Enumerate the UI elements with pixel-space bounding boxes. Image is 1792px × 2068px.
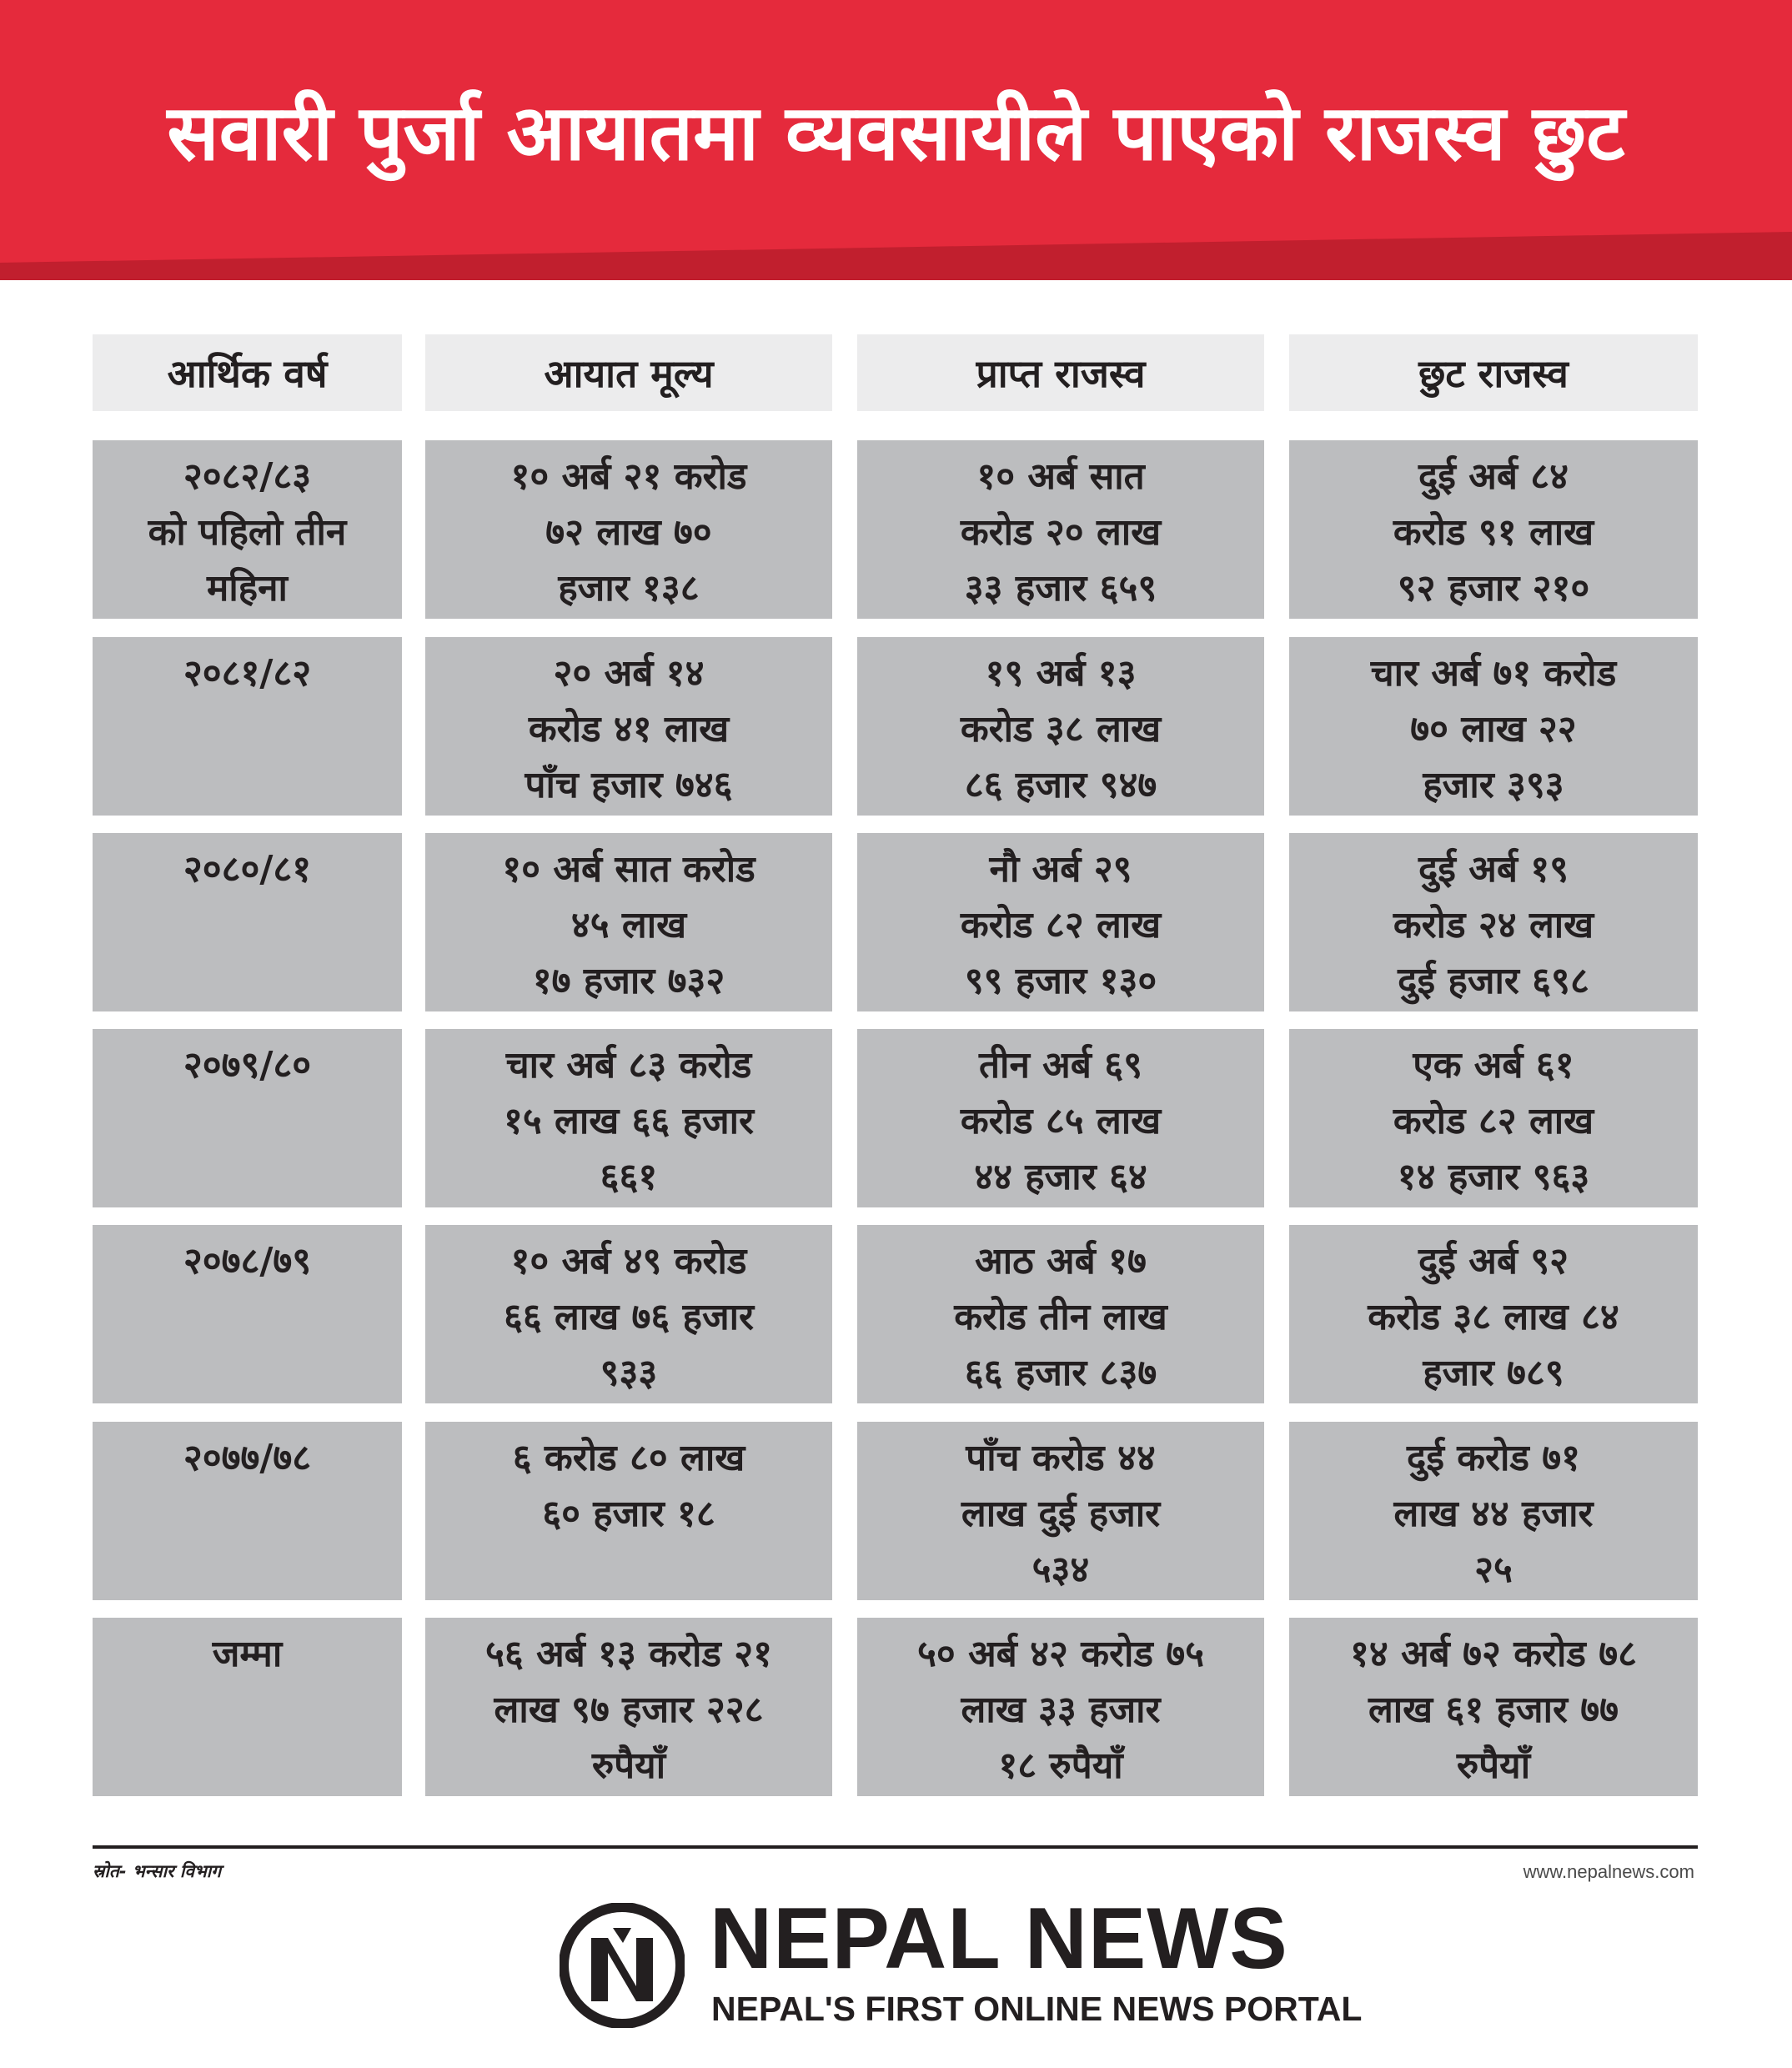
cell-line: तीन अर्ब ६९ bbox=[978, 1044, 1143, 1087]
cell-line: ७२ लाख ७० bbox=[545, 511, 712, 554]
cell-line: १० अर्ब सात bbox=[976, 455, 1145, 498]
cell-line: पाँच करोड ४४ bbox=[966, 1437, 1156, 1479]
cell-line: १९ अर्ब १३ bbox=[985, 652, 1137, 695]
cell-revenue-received bbox=[857, 1225, 1264, 1403]
cell-revenue-exempted bbox=[1289, 1618, 1698, 1796]
website-link[interactable]: www.nepalnews.com bbox=[1523, 1861, 1694, 1882]
brand-tagline: NEPAL'S FIRST ONLINE NEWS PORTAL bbox=[711, 1990, 1363, 2028]
cell-line: ६ करोड ८० लाख bbox=[512, 1437, 745, 1479]
cell-line: ६० हजार १८ bbox=[542, 1493, 715, 1535]
cell-revenue-exempted bbox=[1289, 833, 1698, 1011]
cell-revenue-exempted bbox=[1289, 440, 1698, 619]
cell-line: दुई अर्ब ८४ bbox=[1418, 455, 1569, 498]
cell-line: १० अर्ब ४९ करोड bbox=[510, 1240, 747, 1282]
cell-line: करोड २४ लाख bbox=[1393, 904, 1594, 946]
cell-line: दुई अर्ब १९ bbox=[1418, 848, 1569, 891]
cell-line: १४ अर्ब ७२ करोड ७८ bbox=[1349, 1633, 1638, 1675]
cell-line: दुई करोड ७१ bbox=[1406, 1437, 1581, 1479]
cell-revenue-received bbox=[857, 1422, 1264, 1600]
cell-line: एक अर्ब ६१ bbox=[1413, 1044, 1574, 1087]
cell-line: रुपैयाँ bbox=[1456, 1744, 1531, 1787]
cell-fiscal-year bbox=[93, 1422, 402, 1600]
cell-line: १५ लाख ६६ हजार bbox=[503, 1100, 755, 1142]
cell-line: महिना bbox=[207, 567, 288, 610]
cell-line: १४ हजार ९६३ bbox=[1397, 1156, 1590, 1198]
cell-line: पाँच हजार ७४६ bbox=[525, 764, 733, 806]
cell-line: २० अर्ब १४ bbox=[553, 652, 705, 695]
cell-line: २०८२/८३ bbox=[183, 455, 312, 498]
cell-line: करोड ३८ लाख bbox=[960, 708, 1162, 750]
cell-line: २०७९/८० bbox=[183, 1044, 312, 1087]
cell-line: लाख ४४ हजार bbox=[1393, 1493, 1594, 1535]
cell-line: ६६ हजार ८३७ bbox=[964, 1352, 1157, 1394]
cell-line: रुपैयाँ bbox=[591, 1744, 666, 1787]
column-header-revenue-exempted: छुट राजस्व bbox=[1289, 334, 1698, 411]
cell-revenue-exempted bbox=[1289, 1225, 1698, 1403]
cell-fiscal-year bbox=[93, 637, 402, 816]
cell-line: ७० लाख २२ bbox=[1410, 708, 1577, 750]
cell-revenue-received bbox=[857, 1029, 1264, 1207]
cell-line: ५६ अर्ब १३ करोड २१ bbox=[484, 1633, 773, 1675]
cell-import-value bbox=[425, 1225, 832, 1403]
cell-line: करोड ८५ लाख bbox=[960, 1100, 1162, 1142]
cell-line: ४४ हजार ६४ bbox=[974, 1156, 1147, 1198]
cell-line: करोड ३८ लाख ८४ bbox=[1368, 1296, 1619, 1338]
cell-line: करोड तीन लाख bbox=[954, 1296, 1167, 1338]
cell-line: ५० अर्ब ४२ करोड ७५ bbox=[916, 1633, 1205, 1675]
cell-line: को पहिलो तीन bbox=[148, 511, 347, 554]
cell-import-value bbox=[425, 833, 832, 1011]
cell-import-value bbox=[425, 1029, 832, 1207]
cell-line: आठ अर्ब १७ bbox=[975, 1240, 1147, 1282]
cell-revenue-exempted bbox=[1289, 637, 1698, 816]
cell-line: २०८१/८२ bbox=[183, 652, 312, 695]
cell-line: १८ रुपैयाँ bbox=[998, 1744, 1123, 1787]
cell-line: जम्मा bbox=[212, 1633, 283, 1675]
cell-revenue-received bbox=[857, 637, 1264, 816]
cell-fiscal-year bbox=[93, 833, 402, 1011]
cell-line: दुई अर्ब ९२ bbox=[1418, 1240, 1569, 1282]
cell-line: ३३ हजार ६५९ bbox=[964, 567, 1157, 610]
cell-line: १७ हजार ७३२ bbox=[532, 960, 725, 1002]
cell-line: २५ bbox=[1474, 1548, 1513, 1591]
page-title: सवारी पुर्जा आयातमा व्यवसायीले पाएको राजस्व छुट bbox=[167, 88, 1625, 178]
cell-line: २०८०/८१ bbox=[183, 848, 312, 891]
cell-line: हजार १३८ bbox=[558, 567, 700, 610]
cell-line: लाख दुई हजार bbox=[961, 1493, 1161, 1535]
cell-line: ४५ लाख bbox=[570, 904, 687, 946]
column-header-revenue-received: प्राप्त राजस्व bbox=[857, 334, 1264, 411]
footer-divider bbox=[93, 1845, 1698, 1849]
cell-fiscal-year bbox=[93, 1618, 402, 1796]
cell-revenue-exempted bbox=[1289, 1422, 1698, 1600]
cell-line: दुई हजार ६९८ bbox=[1398, 960, 1589, 1002]
cell-line: हजार ३९३ bbox=[1423, 764, 1564, 806]
cell-revenue-received bbox=[857, 440, 1264, 619]
cell-import-value bbox=[425, 440, 832, 619]
cell-line: २०७८/७९ bbox=[183, 1240, 312, 1282]
cell-line: चार अर्ब ७१ करोड bbox=[1370, 652, 1617, 695]
cell-line: ८६ हजार ९४७ bbox=[964, 764, 1157, 806]
cell-line: १० अर्ब सात करोड bbox=[502, 848, 755, 891]
cell-line: ९२ हजार २१० bbox=[1397, 567, 1590, 610]
cell-line: २०७७/७८ bbox=[183, 1437, 312, 1479]
cell-fiscal-year bbox=[93, 1225, 402, 1403]
cell-line: लाख ९७ हजार २२८ bbox=[494, 1689, 764, 1731]
cell-line: लाख ३३ हजार bbox=[961, 1689, 1161, 1731]
nepalnews-logo-icon bbox=[560, 1903, 685, 2028]
cell-line: ५३४ bbox=[1032, 1548, 1090, 1591]
source-note: स्रोत- भन्सार विभाग bbox=[93, 1861, 222, 1881]
column-header-import-value: आयात मूल्य bbox=[425, 334, 832, 411]
cell-revenue-received bbox=[857, 833, 1264, 1011]
cell-line: ९९ हजार १३० bbox=[964, 960, 1157, 1002]
cell-line: नौ अर्ब २९ bbox=[989, 848, 1132, 891]
cell-line: करोड ९१ लाख bbox=[1393, 511, 1594, 554]
column-header-fiscal-year: आर्थिक वर्ष bbox=[93, 334, 402, 411]
cell-line: १० अर्ब २१ करोड bbox=[510, 455, 747, 498]
cell-line: करोड ४१ लाख bbox=[528, 708, 730, 750]
cell-fiscal-year bbox=[93, 440, 402, 619]
cell-import-value bbox=[425, 1422, 832, 1600]
cell-revenue-received bbox=[857, 1618, 1264, 1796]
cell-fiscal-year bbox=[93, 1029, 402, 1207]
cell-line: लाख ६१ हजार ७७ bbox=[1368, 1689, 1619, 1731]
cell-line: करोड ८२ लाख bbox=[960, 904, 1162, 946]
cell-line: ६६ लाख ७६ हजार bbox=[503, 1296, 755, 1338]
cell-line: करोड ८२ लाख bbox=[1393, 1100, 1594, 1142]
cell-line: ६६१ bbox=[600, 1156, 658, 1198]
cell-line: हजार ७८९ bbox=[1423, 1352, 1564, 1394]
cell-revenue-exempted bbox=[1289, 1029, 1698, 1207]
cell-line: करोड २० लाख bbox=[960, 511, 1162, 554]
brand-name: NEPAL NEWS bbox=[710, 1890, 1288, 1987]
cell-line: ९३३ bbox=[600, 1352, 658, 1394]
cell-import-value bbox=[425, 637, 832, 816]
cell-line: चार अर्ब ८३ करोड bbox=[505, 1044, 752, 1087]
cell-import-value bbox=[425, 1618, 832, 1796]
